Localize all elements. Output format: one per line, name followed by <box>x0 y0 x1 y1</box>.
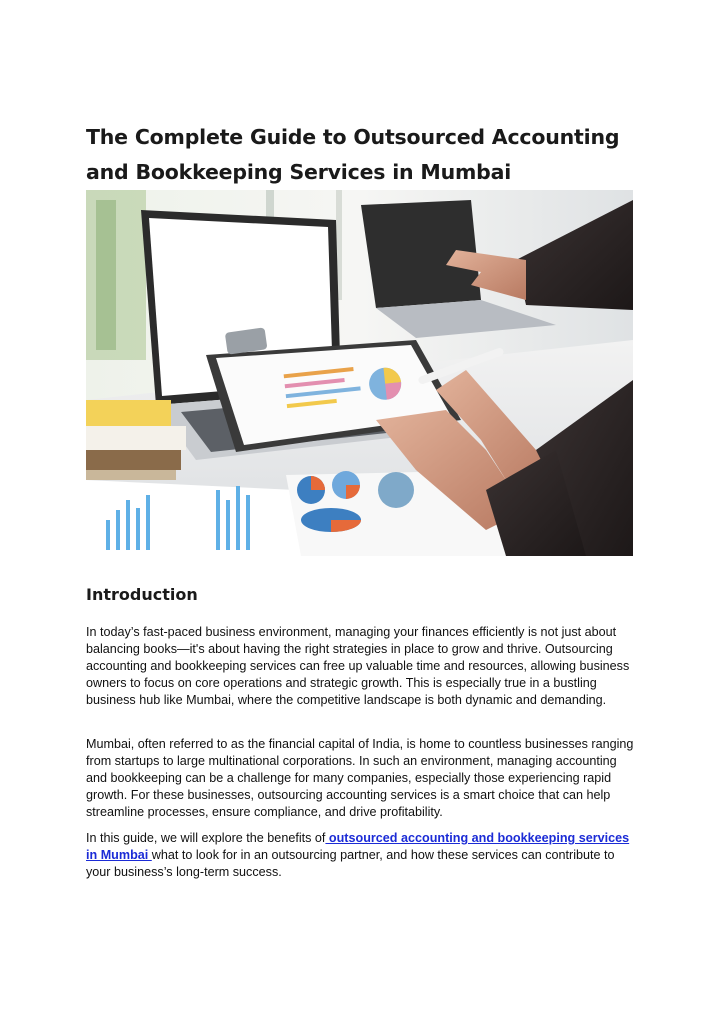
hero-image <box>86 190 633 556</box>
hero-photo-illustration <box>86 190 633 556</box>
document-title: The Complete Guide to Outsourced Accounting and Bookkeeping Services in Mumbai <box>86 125 620 184</box>
outsourced-accounting-link[interactable]: outsourced accounting and bookkeeping services in Mumbai <box>86 831 630 862</box>
intro-paragraph-2: Mumbai, often referred to as the financial capital of India, is home to countless businesses ranging from startups to large multinational corporations. In such an environment, managing accounting and bookkeeping can be a challenge for many companies, especially those experiencing rapid growth. For these businesses, outsourcing accounting services is a smart choice that can help streamline processes, ensure compliance, and drive profitability. <box>86 737 634 819</box>
section-heading-introduction: Introduction <box>86 585 198 604</box>
intro-paragraph-3 <box>86 830 636 881</box>
intro-paragraph-1: In today’s fast-paced business environment, managing your finances efficiently is not just about balancing books—it's about having the right strategies in place to grow and thrive. Outsourcing accounting and bookkeeping services can free up valuable time and resources, allowing business owners to focus on core operations and strategic growth. This is especially true in a bustling business hub like Mumbai, where the competitive landscape is both dynamic and demanding. <box>86 625 630 707</box>
paragraph-3-text-before-link: In this guide, we will explore the benefits of <box>86 831 326 845</box>
paragraph-3-text-after-link: what to look for in an outsourcing partner, and how these services can contribute to your business’s long-term success. <box>86 848 615 879</box>
